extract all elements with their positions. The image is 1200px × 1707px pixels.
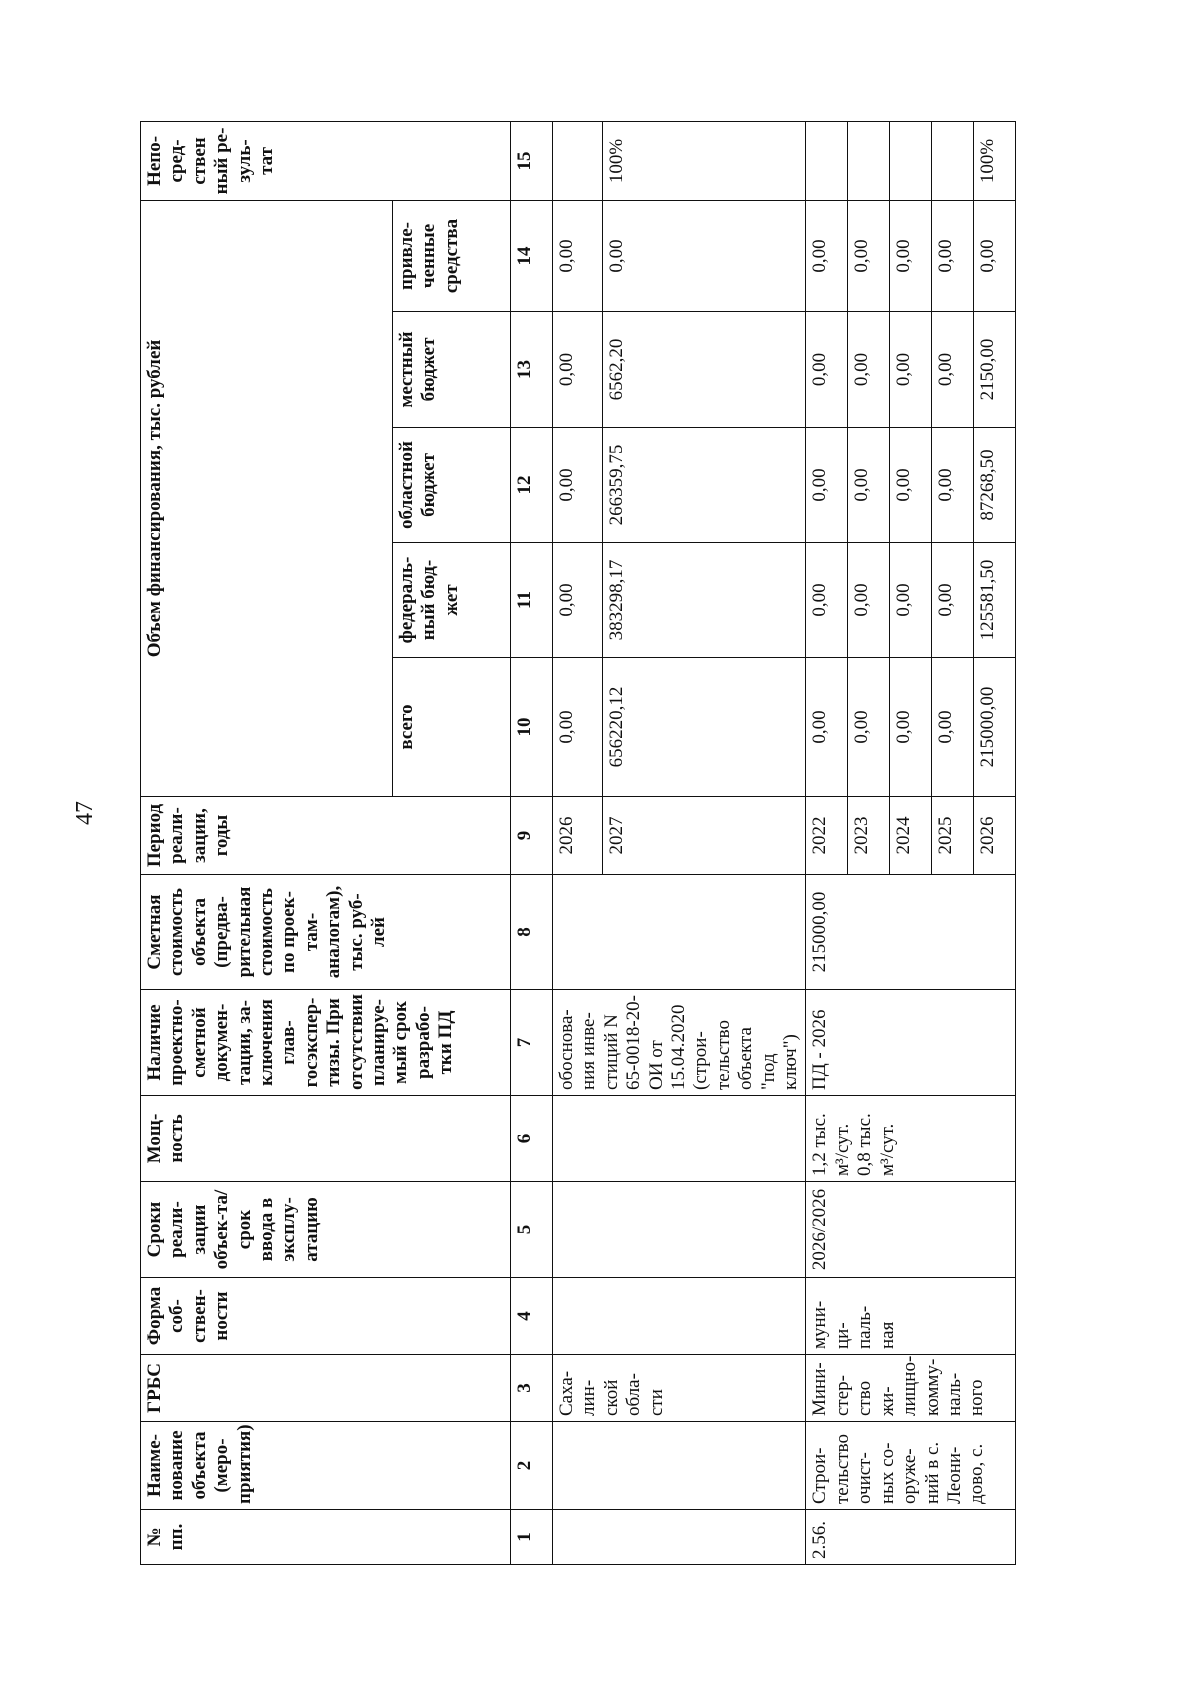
cont-period: 2027 (602, 797, 806, 875)
item-attracted: 0,00 (890, 200, 932, 311)
cont-total: 656220,12 (602, 658, 806, 797)
col-number: 15 (511, 121, 553, 200)
header-terms: Сроки реали-зации объек-та/срок ввода в эксплу-атацию (141, 1182, 511, 1278)
item-result (890, 121, 932, 200)
item-federal: 0,00 (890, 543, 932, 658)
item-result (932, 121, 974, 200)
item-design-docs: ПД - 2026 (806, 990, 1016, 1096)
header-funding: Объем финансирования, тыс. рублей (141, 200, 393, 796)
cont-regional: 0,00 (553, 428, 603, 543)
cont-ownership (553, 1278, 806, 1355)
cont-federal: 383298,17 (602, 543, 806, 658)
header-regional: областной бюджет (393, 428, 511, 543)
cont-attracted: 0,00 (602, 200, 806, 311)
cont-period: 2026 (553, 797, 603, 875)
cont-regional: 266359,75 (602, 428, 806, 543)
col-number: 5 (511, 1182, 553, 1278)
cont-total: 0,00 (553, 658, 603, 797)
col-number: 12 (511, 428, 553, 543)
item-num: 2.56. (806, 1510, 1016, 1565)
item-terms: 2026/2026 (806, 1182, 1016, 1278)
header-num: № пп. (141, 1510, 511, 1565)
col-number: 2 (511, 1422, 553, 1510)
item-regional: 0,00 (890, 428, 932, 543)
cont-capacity (553, 1096, 806, 1182)
item-local: 0,00 (932, 312, 974, 428)
item-capacity: 1,2 тыс. м³/сут. 0,8 тыс. м³/сут. (806, 1096, 1016, 1182)
cont-grbs: Саха-лин-ской обла-сти (553, 1355, 806, 1422)
item-name: Строи-тельство очист-ных со-оруже-ний в с. Леони-дово, с. (806, 1422, 1016, 1510)
header-grbs: ГРБС (141, 1355, 511, 1422)
col-number: 7 (511, 990, 553, 1096)
item-attracted: 0,00 (974, 200, 1016, 311)
header-capacity: Мощ-ность (141, 1096, 511, 1182)
header-attracted: привле-ченные средства (393, 200, 511, 311)
cont-num (553, 1510, 806, 1565)
header-local: местный бюджет (393, 312, 511, 428)
cont-result (553, 121, 603, 200)
cont-local: 0,00 (553, 312, 603, 428)
cont-result: 100% (602, 121, 806, 200)
item-period: 2022 (806, 797, 848, 875)
item-result (806, 121, 848, 200)
header-federal: федераль-ный бюд-жет (393, 543, 511, 658)
item-total: 0,00 (890, 658, 932, 797)
item-estimate: 215000,00 (806, 875, 1016, 990)
item-local: 0,00 (848, 312, 890, 428)
header-result: Непо-сред-ствен ный ре-зуль-тат (141, 121, 511, 200)
col-number: 3 (511, 1355, 553, 1422)
item-period: 2026 (974, 797, 1016, 875)
item-regional: 0,00 (848, 428, 890, 543)
cont-design-docs: обоснова-ния инве-стиций N 65-0018-20-ОИ от 15.04.2020 (строи-тельство объекта "под ключ") (553, 990, 806, 1096)
col-number: 9 (511, 797, 553, 875)
item-regional: 87268,50 (974, 428, 1016, 543)
item-local: 0,00 (806, 312, 848, 428)
col-number: 13 (511, 312, 553, 428)
page-number: 47 (72, 801, 98, 825)
header-total: всего (393, 658, 511, 797)
col-number: 4 (511, 1278, 553, 1355)
rotated-table-wrapper (140, 122, 1140, 1565)
header-period: Период реали-зации, годы (141, 797, 511, 875)
item-federal: 0,00 (806, 543, 848, 658)
item-period: 2024 (890, 797, 932, 875)
cont-name (553, 1422, 806, 1510)
item-attracted: 0,00 (848, 200, 890, 311)
item-total: 215000,00 (974, 658, 1016, 797)
cont-local: 6562,20 (602, 312, 806, 428)
item-ownership: муни-ци-паль-ная (806, 1278, 1016, 1355)
item-federal: 0,00 (932, 543, 974, 658)
item-federal: 125581,50 (974, 543, 1016, 658)
item-local: 0,00 (890, 312, 932, 428)
item-regional: 0,00 (932, 428, 974, 543)
header-ownership: Форма соб-ствен-ности (141, 1278, 511, 1355)
item-attracted: 0,00 (932, 200, 974, 311)
continuation-row (553, 121, 603, 1564)
cont-attracted: 0,00 (553, 200, 603, 311)
col-number: 10 (511, 658, 553, 797)
item-period: 2023 (848, 797, 890, 875)
item-total: 0,00 (848, 658, 890, 797)
item-row (806, 121, 848, 1564)
investment-table (140, 121, 1016, 1565)
header-name: Наиме-нование объекта (меро-приятия) (141, 1422, 511, 1510)
item-result: 100% (974, 121, 1016, 200)
item-grbs: Мини-стер-ство жи-лищно-комму-наль-ного (806, 1355, 1016, 1422)
header-row (141, 121, 393, 1564)
cont-estimate (553, 875, 806, 990)
column-number-row (511, 121, 553, 1564)
item-local: 2150,00 (974, 312, 1016, 428)
header-estimate: Сметная стоимость объекта (предва-рительная стоимость по проек-там-аналогам), тыс. руб-лей (141, 875, 511, 990)
header-design-docs: Наличие проектно-сметной докумен-тации, за-ключения глав-госэкспер-тизы. При отсутствии планируе-мый срок разрабо-тки ПД (141, 990, 511, 1096)
item-regional: 0,00 (806, 428, 848, 543)
item-period: 2025 (932, 797, 974, 875)
cont-terms (553, 1182, 806, 1278)
item-result (848, 121, 890, 200)
item-attracted: 0,00 (806, 200, 848, 311)
item-total: 0,00 (806, 658, 848, 797)
item-federal: 0,00 (848, 543, 890, 658)
col-number: 11 (511, 543, 553, 658)
col-number: 14 (511, 200, 553, 311)
cont-federal: 0,00 (553, 543, 603, 658)
col-number: 1 (511, 1510, 553, 1565)
col-number: 8 (511, 875, 553, 990)
col-number: 6 (511, 1096, 553, 1182)
item-total: 0,00 (932, 658, 974, 797)
